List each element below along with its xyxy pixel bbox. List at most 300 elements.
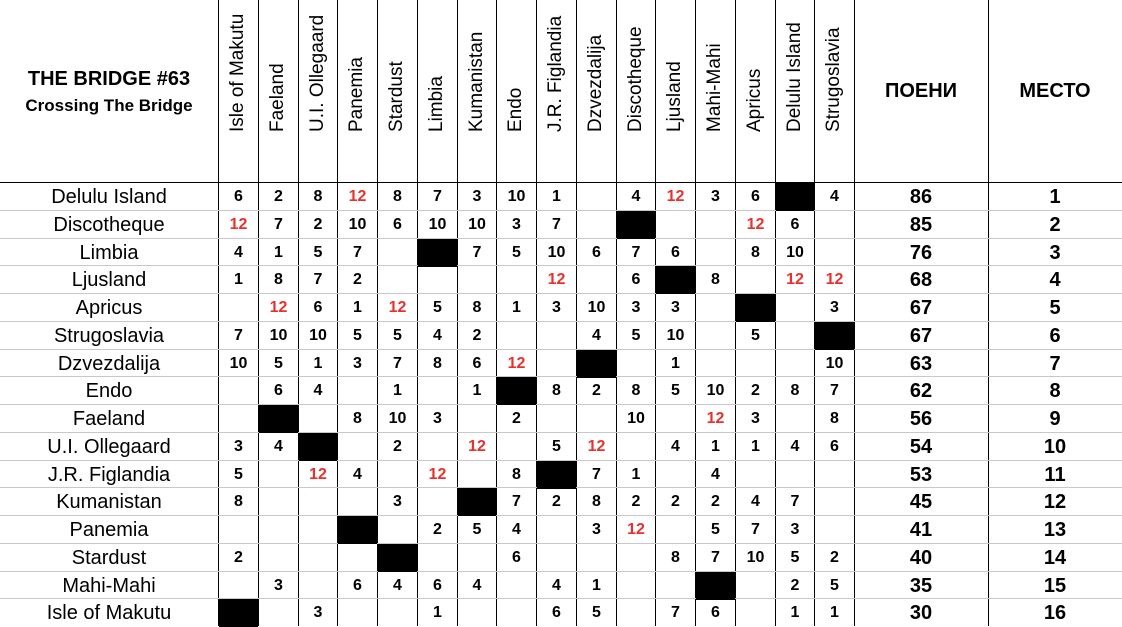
score-cell: 1 [631, 466, 641, 483]
score-cell: 6 [631, 271, 641, 288]
score-cell: 2 [552, 493, 561, 510]
score-cell [815, 516, 854, 544]
score-cell: 5 [353, 327, 362, 344]
score-cell: 1 [274, 244, 283, 261]
score-cell: 2 [472, 327, 482, 344]
score-cell: 10 [348, 216, 367, 233]
row-points: 67 [909, 325, 933, 347]
score-cell [259, 516, 298, 544]
score-cell [299, 516, 337, 544]
score-cell [736, 599, 775, 627]
score-cell: 6 [274, 382, 283, 399]
self-vote-block [736, 294, 775, 322]
row-points: 67 [909, 297, 933, 319]
score-cell [458, 599, 496, 627]
score-cell [696, 294, 735, 322]
score-cell [458, 544, 496, 572]
score-cell: 2 [592, 382, 601, 399]
score-cell: 6 [830, 438, 839, 455]
column-header [218, 0, 258, 182]
score-cell: 12 [428, 466, 447, 483]
score-cell: 7 [234, 327, 243, 344]
score-cell: 7 [592, 466, 601, 483]
score-cell [497, 266, 536, 294]
points-header: ПОЕНИ [884, 80, 958, 102]
score-cell: 1 [512, 299, 521, 316]
score-cell: 6 [592, 244, 601, 261]
score-cell [537, 544, 576, 572]
row-place: 13 [1043, 519, 1067, 541]
score-cell: 6 [433, 577, 442, 594]
score-cell [656, 211, 695, 239]
score-cell: 4 [830, 188, 839, 205]
row-place: 9 [1049, 408, 1061, 430]
score-cell: 2 [631, 493, 641, 510]
row-place: 4 [1049, 269, 1061, 291]
score-cell: 10 [666, 327, 685, 344]
row-country-name: Isle of Makutu [46, 602, 172, 624]
self-vote-block [696, 572, 735, 600]
column-header-label: Apricus [744, 68, 765, 132]
score-cell: 4 [552, 577, 561, 594]
score-cell [696, 239, 735, 267]
score-cell [418, 266, 457, 294]
score-cell: 7 [433, 188, 442, 205]
score-cell [776, 461, 814, 489]
score-cell: 12 [547, 271, 566, 288]
score-cell [696, 322, 735, 350]
row-country-name: Strugoslavia [53, 325, 165, 347]
score-cell [736, 266, 775, 294]
row-place: 10 [1043, 436, 1067, 458]
score-cell: 2 [313, 216, 323, 233]
column-header-label: Discotheque [625, 26, 646, 132]
score-cell: 6 [393, 216, 402, 233]
row-place: 6 [1049, 325, 1061, 347]
column-header [695, 0, 735, 182]
score-cell: 1 [790, 604, 800, 621]
score-cell: 12 [309, 466, 327, 483]
row-points: 30 [909, 602, 933, 624]
column-header-label: Kumanistan [466, 31, 487, 132]
score-cell [815, 239, 854, 267]
score-cell: 4 [393, 577, 402, 594]
score-cell [656, 461, 695, 489]
row-country-name: Delulu Island [51, 186, 167, 208]
column-header-label: Strugoslavia [823, 27, 844, 132]
column-header-label: Mahi-Mahi [704, 43, 725, 132]
column-header [616, 0, 656, 182]
score-cell: 7 [790, 493, 800, 510]
column-header-label: Delulu Island [784, 22, 805, 132]
score-cell: 5 [790, 549, 800, 566]
row-country-name: Dzvezdalija [57, 353, 161, 375]
score-cell [378, 516, 417, 544]
score-cell: 3 [234, 438, 243, 455]
score-cell: 6 [472, 355, 482, 372]
score-cell: 10 [547, 244, 566, 261]
score-cell: 7 [274, 216, 283, 233]
column-header [775, 0, 815, 182]
score-cell: 5 [393, 327, 402, 344]
score-cell: 10 [507, 188, 526, 205]
row-country-name: Discotheque [53, 214, 165, 236]
score-cell [617, 544, 655, 572]
score-cell: 3 [751, 410, 760, 427]
score-cell [497, 433, 536, 461]
score-cell: 8 [592, 493, 601, 510]
score-cell: 4 [274, 438, 283, 455]
score-cell: 8 [711, 271, 720, 288]
score-cell: 5 [631, 327, 641, 344]
row-place: 7 [1049, 353, 1061, 375]
score-cell: 12 [468, 438, 486, 455]
column-header-label: Endo [505, 87, 526, 132]
score-cell: 10 [388, 410, 407, 427]
score-cell: 7 [631, 244, 641, 261]
score-cell: 5 [552, 438, 561, 455]
self-vote-block [776, 183, 814, 211]
score-cell: 12 [229, 216, 248, 233]
score-cell: 8 [552, 382, 561, 399]
score-cell: 5 [234, 466, 243, 483]
score-cell [497, 322, 536, 350]
row-points: 76 [909, 242, 933, 264]
score-cell: 2 [830, 549, 839, 566]
score-cell: 2 [671, 493, 680, 510]
score-cell [338, 488, 377, 516]
score-cell: 10 [825, 355, 844, 372]
score-cell: 12 [627, 521, 645, 538]
row-points: 35 [909, 575, 933, 597]
row-place: 5 [1049, 297, 1061, 319]
score-cell: 8 [433, 355, 442, 372]
column-header [377, 0, 417, 182]
score-cell [736, 350, 775, 378]
score-cell [776, 322, 814, 350]
score-cell: 2 [751, 382, 760, 399]
score-cell: 3 [353, 355, 362, 372]
score-cell: 1 [234, 271, 243, 288]
column-header [655, 0, 695, 182]
score-cell: 8 [234, 493, 243, 510]
score-cell [537, 350, 576, 378]
score-cell [656, 516, 695, 544]
score-cell: 1 [711, 438, 720, 455]
score-cell: 1 [552, 188, 561, 205]
score-cell: 8 [274, 271, 283, 288]
score-cell: 6 [711, 604, 720, 621]
score-cell [815, 488, 854, 516]
board-subtitle: Crossing The Bridge [25, 96, 193, 115]
column-header-label: Stardust [386, 61, 407, 132]
score-cell: 2 [711, 493, 720, 510]
score-cell [815, 461, 854, 489]
row-country-name: Apricus [75, 297, 143, 319]
column-header [337, 0, 377, 182]
self-vote-block [458, 488, 496, 516]
score-cell: 5 [671, 382, 680, 399]
score-cell: 3 [313, 604, 323, 621]
score-cell: 10 [786, 244, 804, 261]
score-cell [338, 544, 377, 572]
score-cell [378, 461, 417, 489]
score-cell: 7 [393, 355, 402, 372]
score-cell [259, 599, 298, 627]
score-cell: 7 [830, 382, 839, 399]
score-cell [537, 322, 576, 350]
score-cell: 2 [353, 271, 362, 288]
score-cell [259, 488, 298, 516]
score-cell: 8 [512, 466, 521, 483]
column-header-label: Panemia [346, 57, 367, 132]
score-cell: 10 [269, 327, 288, 344]
score-cell: 3 [433, 410, 442, 427]
column-header [735, 0, 775, 182]
score-cell: 2 [393, 438, 402, 455]
score-cell: 6 [234, 188, 243, 205]
column-header [496, 0, 536, 182]
score-cell: 4 [711, 466, 720, 483]
score-cell: 3 [274, 577, 283, 594]
row-points: 56 [909, 408, 933, 430]
score-cell [617, 433, 655, 461]
score-cell [458, 266, 496, 294]
score-cell: 10 [428, 216, 447, 233]
score-cell: 6 [313, 299, 323, 316]
score-cell: 3 [552, 299, 561, 316]
score-cell [577, 266, 616, 294]
row-points: 40 [909, 547, 933, 569]
row-country-name: Mahi-Mahi [62, 575, 156, 597]
score-cell: 7 [671, 604, 680, 621]
score-cell [378, 599, 417, 627]
score-cell: 5 [592, 604, 601, 621]
row-country-name: Endo [85, 380, 133, 402]
score-cell: 7 [711, 549, 720, 566]
score-cell: 4 [592, 327, 601, 344]
score-cell: 5 [433, 299, 442, 316]
score-cell: 4 [751, 493, 760, 510]
row-place: 15 [1043, 575, 1067, 597]
score-cell: 6 [671, 244, 680, 261]
score-cell: 3 [472, 188, 482, 205]
score-cell: 3 [512, 216, 521, 233]
score-cell [497, 572, 536, 600]
score-cell: 10 [627, 410, 645, 427]
score-cell: 8 [472, 299, 482, 316]
score-cell [617, 599, 655, 627]
score-cell [736, 461, 775, 489]
score-cell: 7 [313, 271, 323, 288]
score-cell: 6 [353, 577, 362, 594]
row-country-name: Stardust [71, 547, 147, 569]
self-vote-block [219, 599, 258, 627]
score-cell [299, 488, 337, 516]
score-cell: 12 [746, 216, 765, 233]
score-cell: 12 [706, 410, 725, 427]
score-cell: 3 [830, 299, 839, 316]
self-vote-block [299, 433, 337, 461]
score-cell: 2 [790, 577, 800, 594]
score-cell [259, 544, 298, 572]
score-cell [537, 405, 576, 433]
score-cell: 4 [313, 382, 323, 399]
score-cell: 10 [587, 299, 606, 316]
place-header: МЕСТО [1019, 80, 1091, 102]
score-cell: 5 [830, 577, 839, 594]
score-cell: 4 [671, 438, 680, 455]
column-header-label: Dzvezdalija [585, 34, 606, 132]
score-cell [458, 405, 496, 433]
self-vote-block [338, 516, 377, 544]
column-header [576, 0, 616, 182]
score-cell [219, 572, 258, 600]
row-place: 8 [1049, 380, 1061, 402]
row-points: 86 [909, 186, 933, 208]
score-cell: 7 [512, 493, 521, 510]
score-cell: 10 [746, 549, 765, 566]
score-cell: 1 [671, 355, 680, 372]
score-cell: 8 [751, 244, 760, 261]
score-cell [577, 544, 616, 572]
column-header [417, 0, 457, 182]
column-header-label: Faeland [267, 63, 288, 132]
score-cell: 1 [313, 355, 323, 372]
row-place: 16 [1043, 602, 1067, 624]
score-cell [696, 211, 735, 239]
score-cell: 10 [706, 382, 725, 399]
row-points: 68 [909, 269, 933, 291]
score-cell: 4 [631, 188, 641, 205]
column-header-label: Isle of Makutu [227, 13, 248, 132]
score-cell: 1 [751, 438, 760, 455]
column-header-label: Limbia [426, 76, 447, 132]
column-header [457, 0, 497, 182]
score-cell: 3 [592, 521, 601, 538]
score-cell [259, 461, 298, 489]
score-cell: 4 [790, 438, 800, 455]
score-cell: 3 [393, 493, 402, 510]
row-points: 41 [909, 519, 933, 541]
score-cell: 8 [671, 549, 680, 566]
row-country-name: Kumanistan [56, 491, 162, 513]
row-place: 2 [1049, 214, 1061, 236]
self-vote-block [497, 377, 536, 405]
score-cell: 10 [229, 355, 248, 372]
score-cell: 4 [512, 521, 521, 538]
score-cell: 7 [751, 521, 760, 538]
score-cell: 3 [671, 299, 680, 316]
score-cell: 6 [751, 188, 760, 205]
row-country-name: U.I. Ollegaard [47, 436, 171, 458]
score-cell: 10 [468, 216, 486, 233]
score-cell: 2 [274, 188, 283, 205]
row-country-name: Faeland [72, 408, 146, 430]
score-cell [219, 516, 258, 544]
score-cell [219, 405, 258, 433]
score-cell: 8 [313, 188, 323, 205]
score-cell [378, 266, 417, 294]
score-cell: 6 [512, 549, 521, 566]
column-header [258, 0, 298, 182]
column-header [536, 0, 576, 182]
self-vote-block [418, 239, 457, 267]
self-vote-block [259, 405, 298, 433]
score-cell: 2 [433, 521, 442, 538]
score-cell: 1 [592, 577, 601, 594]
column-header-label: U.I. Ollegaard [307, 14, 328, 132]
score-cell [617, 350, 655, 378]
score-cell: 2 [512, 410, 521, 427]
score-cell [696, 350, 735, 378]
self-vote-block [656, 266, 695, 294]
score-cell [299, 405, 337, 433]
score-cell [577, 405, 616, 433]
row-points: 45 [909, 491, 933, 513]
row-points: 85 [909, 214, 933, 236]
score-cell: 5 [472, 521, 482, 538]
row-points: 53 [909, 464, 933, 486]
score-cell [378, 239, 417, 267]
score-cell: 3 [790, 521, 800, 538]
score-cell: 7 [353, 244, 362, 261]
score-cell: 6 [790, 216, 800, 233]
score-cell: 5 [274, 355, 283, 372]
score-cell [815, 211, 854, 239]
score-cell [219, 294, 258, 322]
score-cell: 1 [353, 299, 362, 316]
row-country-name: J.R. Figlandia [47, 464, 171, 486]
score-cell: 5 [313, 244, 323, 261]
score-cell: 1 [472, 382, 482, 399]
score-cell: 12 [269, 299, 288, 316]
score-cell [577, 211, 616, 239]
score-cell: 8 [393, 188, 402, 205]
row-place: 14 [1043, 547, 1067, 569]
score-cell [458, 461, 496, 489]
self-vote-block [577, 350, 616, 378]
score-cell: 12 [587, 438, 606, 455]
score-cell: 5 [512, 244, 521, 261]
score-cell [338, 377, 377, 405]
score-cell: 8 [830, 410, 839, 427]
score-cell: 7 [552, 216, 561, 233]
score-cell: 8 [790, 382, 800, 399]
column-header-label: Ljusland [664, 61, 685, 132]
score-cell: 8 [631, 382, 641, 399]
column-header-label: J.R. Figlandia [545, 15, 566, 132]
self-vote-block [378, 544, 417, 572]
score-cell [299, 544, 337, 572]
row-place: 3 [1049, 242, 1061, 264]
score-cell: 12 [666, 188, 685, 205]
row-points: 54 [909, 436, 933, 458]
score-cell: 4 [353, 466, 362, 483]
self-vote-block [537, 461, 576, 489]
score-cell: 3 [711, 188, 720, 205]
score-cell [418, 544, 457, 572]
column-header [814, 0, 854, 182]
score-cell: 7 [472, 244, 482, 261]
score-cell: 1 [830, 604, 839, 621]
score-cell: 3 [631, 299, 641, 316]
score-cell [537, 516, 576, 544]
score-cell: 12 [825, 271, 844, 288]
score-cell [219, 377, 258, 405]
score-cell [656, 572, 695, 600]
score-cell: 12 [388, 299, 407, 316]
